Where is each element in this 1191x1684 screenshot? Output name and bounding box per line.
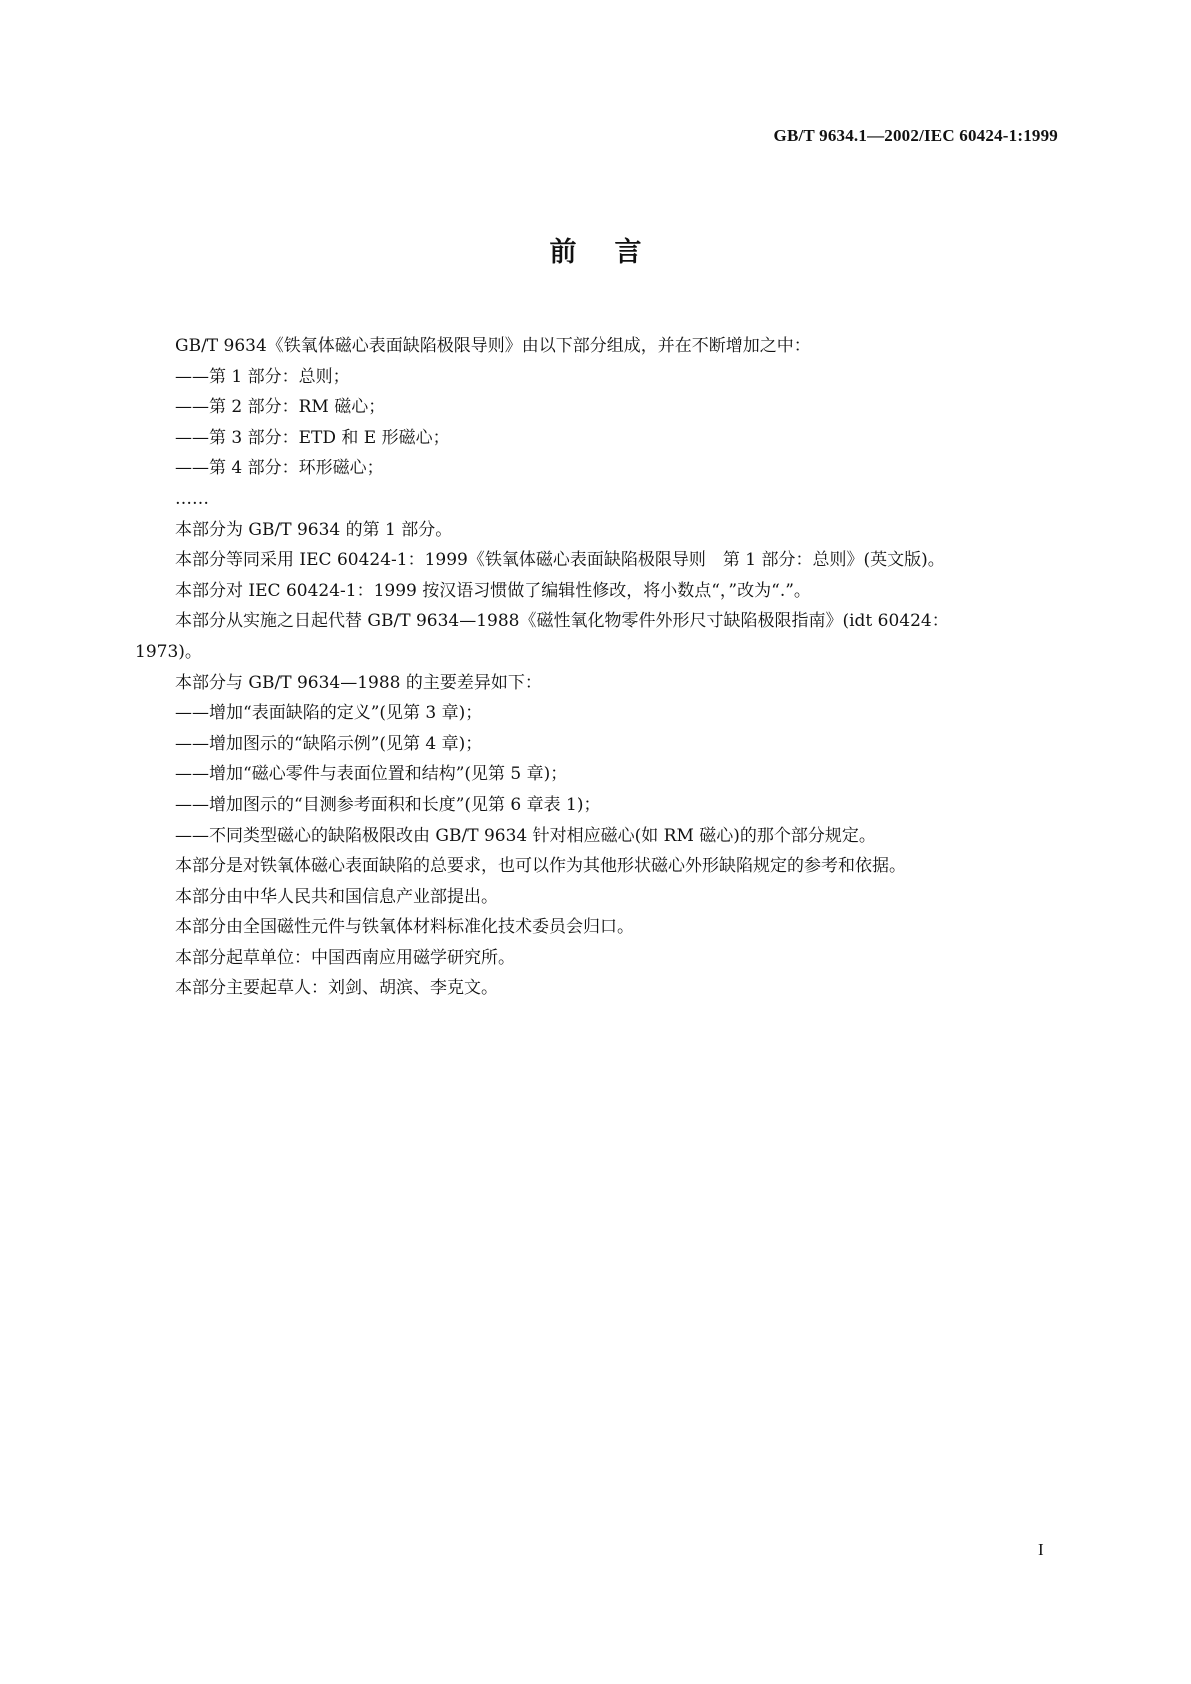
- paragraph-continuation: 1973)。: [135, 641, 202, 662]
- list-item: ——第 4 部分：环形磁心；: [175, 458, 384, 479]
- list-item: ——增加图示的“缺陷示例”(见第 4 章)；: [175, 733, 483, 754]
- list-item: ——不同类型磁心的缺陷极限改由 GB/T 9634 针对相应磁心(如 RM 磁心)的那个部分规定。: [175, 825, 876, 846]
- list-item: ——第 3 部分：ETD 和 E 形磁心；: [175, 427, 450, 448]
- list-item: ——增加“表面缺陷的定义”(见第 3 章)；: [175, 703, 483, 724]
- page-title: 前言: [549, 237, 680, 268]
- list-item: ——增加图示的“目测参考面积和长度”(见第 6 章表 1)；: [175, 794, 601, 815]
- paragraph-line: 本部分对 IEC 60424-1：1999 按汉语习惯做了编辑性修改，将小数点“，”改为“.”。: [175, 580, 811, 601]
- list-item: ——第 2 部分：RM 磁心；: [175, 397, 386, 418]
- paragraph-line: 本部分从实施之日起代替 GB/T 9634—1988《磁性氧化物零件外形尺寸缺陷极限指南》(idt 60424：: [175, 611, 949, 632]
- list-item: ——第 1 部分：总则；: [175, 366, 350, 387]
- paragraph-line: GB/T 9634《铁氧体磁心表面缺陷极限导则》由以下部分组成，并在不断增加之中：: [175, 336, 811, 356]
- paragraph-line: 本部分由中华人民共和国信息产业部提出。: [175, 886, 498, 907]
- paragraph-line: 本部分起草单位：中国西南应用磁学研究所。: [175, 947, 515, 968]
- page-number: I: [1038, 1540, 1044, 1559]
- list-item: ——增加“磁心零件与表面位置和结构”(见第 5 章)；: [175, 764, 568, 785]
- paragraph-line: 本部分由全国磁性元件与铁氧体材料标准化技术委员会归口。: [175, 917, 634, 938]
- standard-code-header: GB/T 9634.1—2002/IEC 60424-1:1999: [773, 126, 1058, 145]
- paragraph-line: 本部分等同采用 IEC 60424-1：1999《铁氧体磁心表面缺陷极限导则 第 1 部分：总则》(英文版)。: [175, 550, 945, 571]
- paragraph-line: 本部分为 GB/T 9634 的第 1 部分。: [175, 519, 453, 540]
- foreword-body: [135, 331, 1065, 1004]
- ellipsis: ……: [175, 488, 209, 509]
- paragraph-line: 本部分与 GB/T 9634—1988 的主要差异如下：: [175, 672, 542, 693]
- paragraph-line: 本部分是对铁氧体磁心表面缺陷的总要求，也可以作为其他形状磁心外形缺陷规定的参考和依据。: [175, 856, 906, 877]
- paragraph-line: 本部分主要起草人：刘剑、胡滨、李克文。: [175, 978, 498, 999]
